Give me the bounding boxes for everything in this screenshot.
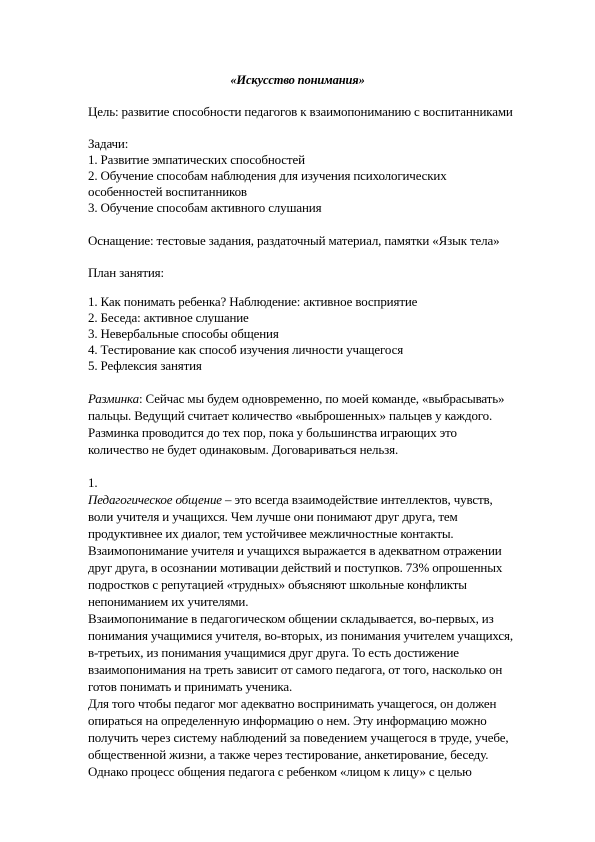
section-line: продуктивнее их диалог, тем устойчивее межличностные контакты. — [88, 526, 454, 541]
section-line: подростков с репутацией «трудных» объясняют школьные конфликты — [88, 577, 467, 592]
section-line: общественной жизни, а также через тестирование, анкетирование, беседу. — [88, 747, 489, 762]
equipment-text: Оснащение: тестовые задания, раздаточный материал, памятки «Язык тела» — [88, 233, 500, 248]
task-item: 3. Обучение способам активного слушания — [88, 200, 322, 215]
section-line: получить через систему наблюдений за поведением учащегося в труде, учебе, — [88, 730, 509, 745]
plan-item: 5. Рефлексия занятия — [88, 358, 202, 373]
section-line: Взаимопонимание учителя и учащихся выражается в адекватном отражении — [88, 543, 502, 558]
warmup-first-line — [88, 391, 504, 407]
section-line: непониманием их учителями. — [88, 594, 249, 609]
section-line: Для того чтобы педагог мог адекватно воспринимать учащегося, он должен — [88, 696, 497, 711]
section-line: Взаимопонимание в педагогическом общении складывается, во-первых, из — [88, 611, 494, 626]
warmup-line: Разминка проводится до тех пор, пока у большинства играющих это — [88, 425, 457, 440]
warmup-line: пальцы. Ведущий считает количество «выброшенных» пальцев у каждого. — [88, 408, 493, 423]
section-text: – это всегда взаимодействие интеллектов, чувств, — [221, 492, 493, 507]
warmup-text: : Сейчас мы будем одновременно, по моей команде, «выбрасывать» — [139, 391, 505, 406]
section-line: понимания учащимися учителя, во-вторых, из понимания учителем учащихся, — [88, 628, 513, 643]
section-line: опираться на определенную информацию о нем. Эту информацию можно — [88, 713, 487, 728]
section-line: Однако процесс общения педагога с ребенком «лицом к лицу» с целью — [88, 764, 472, 779]
section-term: Педагогическое общение — [88, 492, 222, 507]
task-item: особенностей воспитанников — [88, 184, 247, 199]
plan-item: 3. Невербальные способы общения — [88, 326, 279, 341]
task-item: 2. Обучение способам наблюдения для изучения психологических — [88, 168, 447, 183]
warmup-label: Разминка — [88, 391, 139, 406]
plan-item: 1. Как понимать ребенка? Наблюдение: активное восприятие — [88, 294, 418, 309]
section-line: воли учителя и учащихся. Чем лучше они понимают друг друга, тем — [88, 509, 458, 524]
section-line: друг друга, в осознании мотивации действий и поступков. 73% опрошенных — [88, 560, 503, 575]
section-line: взаимопонимания на треть зависит от самого педагога, от того, насколько он — [88, 662, 503, 677]
warmup-line: количество не будет одинаковым. Договариваться нельзя. — [88, 442, 399, 457]
section-number: 1. — [88, 475, 98, 490]
section-first-line — [88, 492, 493, 508]
tasks-heading: Задачи: — [88, 136, 129, 151]
plan-heading: План занятия: — [88, 265, 164, 280]
section-line: готов понимать и принимать ученика. — [88, 679, 293, 694]
plan-item: 2. Беседа: активное слушание — [88, 310, 249, 325]
plan-item: 4. Тестирование как способ изучения личности учащегося — [88, 342, 404, 357]
goal-text: Цель: развитие способности педагогов к взаимопониманию с воспитанниками — [88, 104, 513, 119]
document-title: «Искусство понимания» — [230, 73, 365, 87]
section-line: в-третьих, из понимания учащимися друг друга. То есть достижение — [88, 645, 459, 660]
task-item: 1. Развитие эмпатических способностей — [88, 152, 305, 167]
